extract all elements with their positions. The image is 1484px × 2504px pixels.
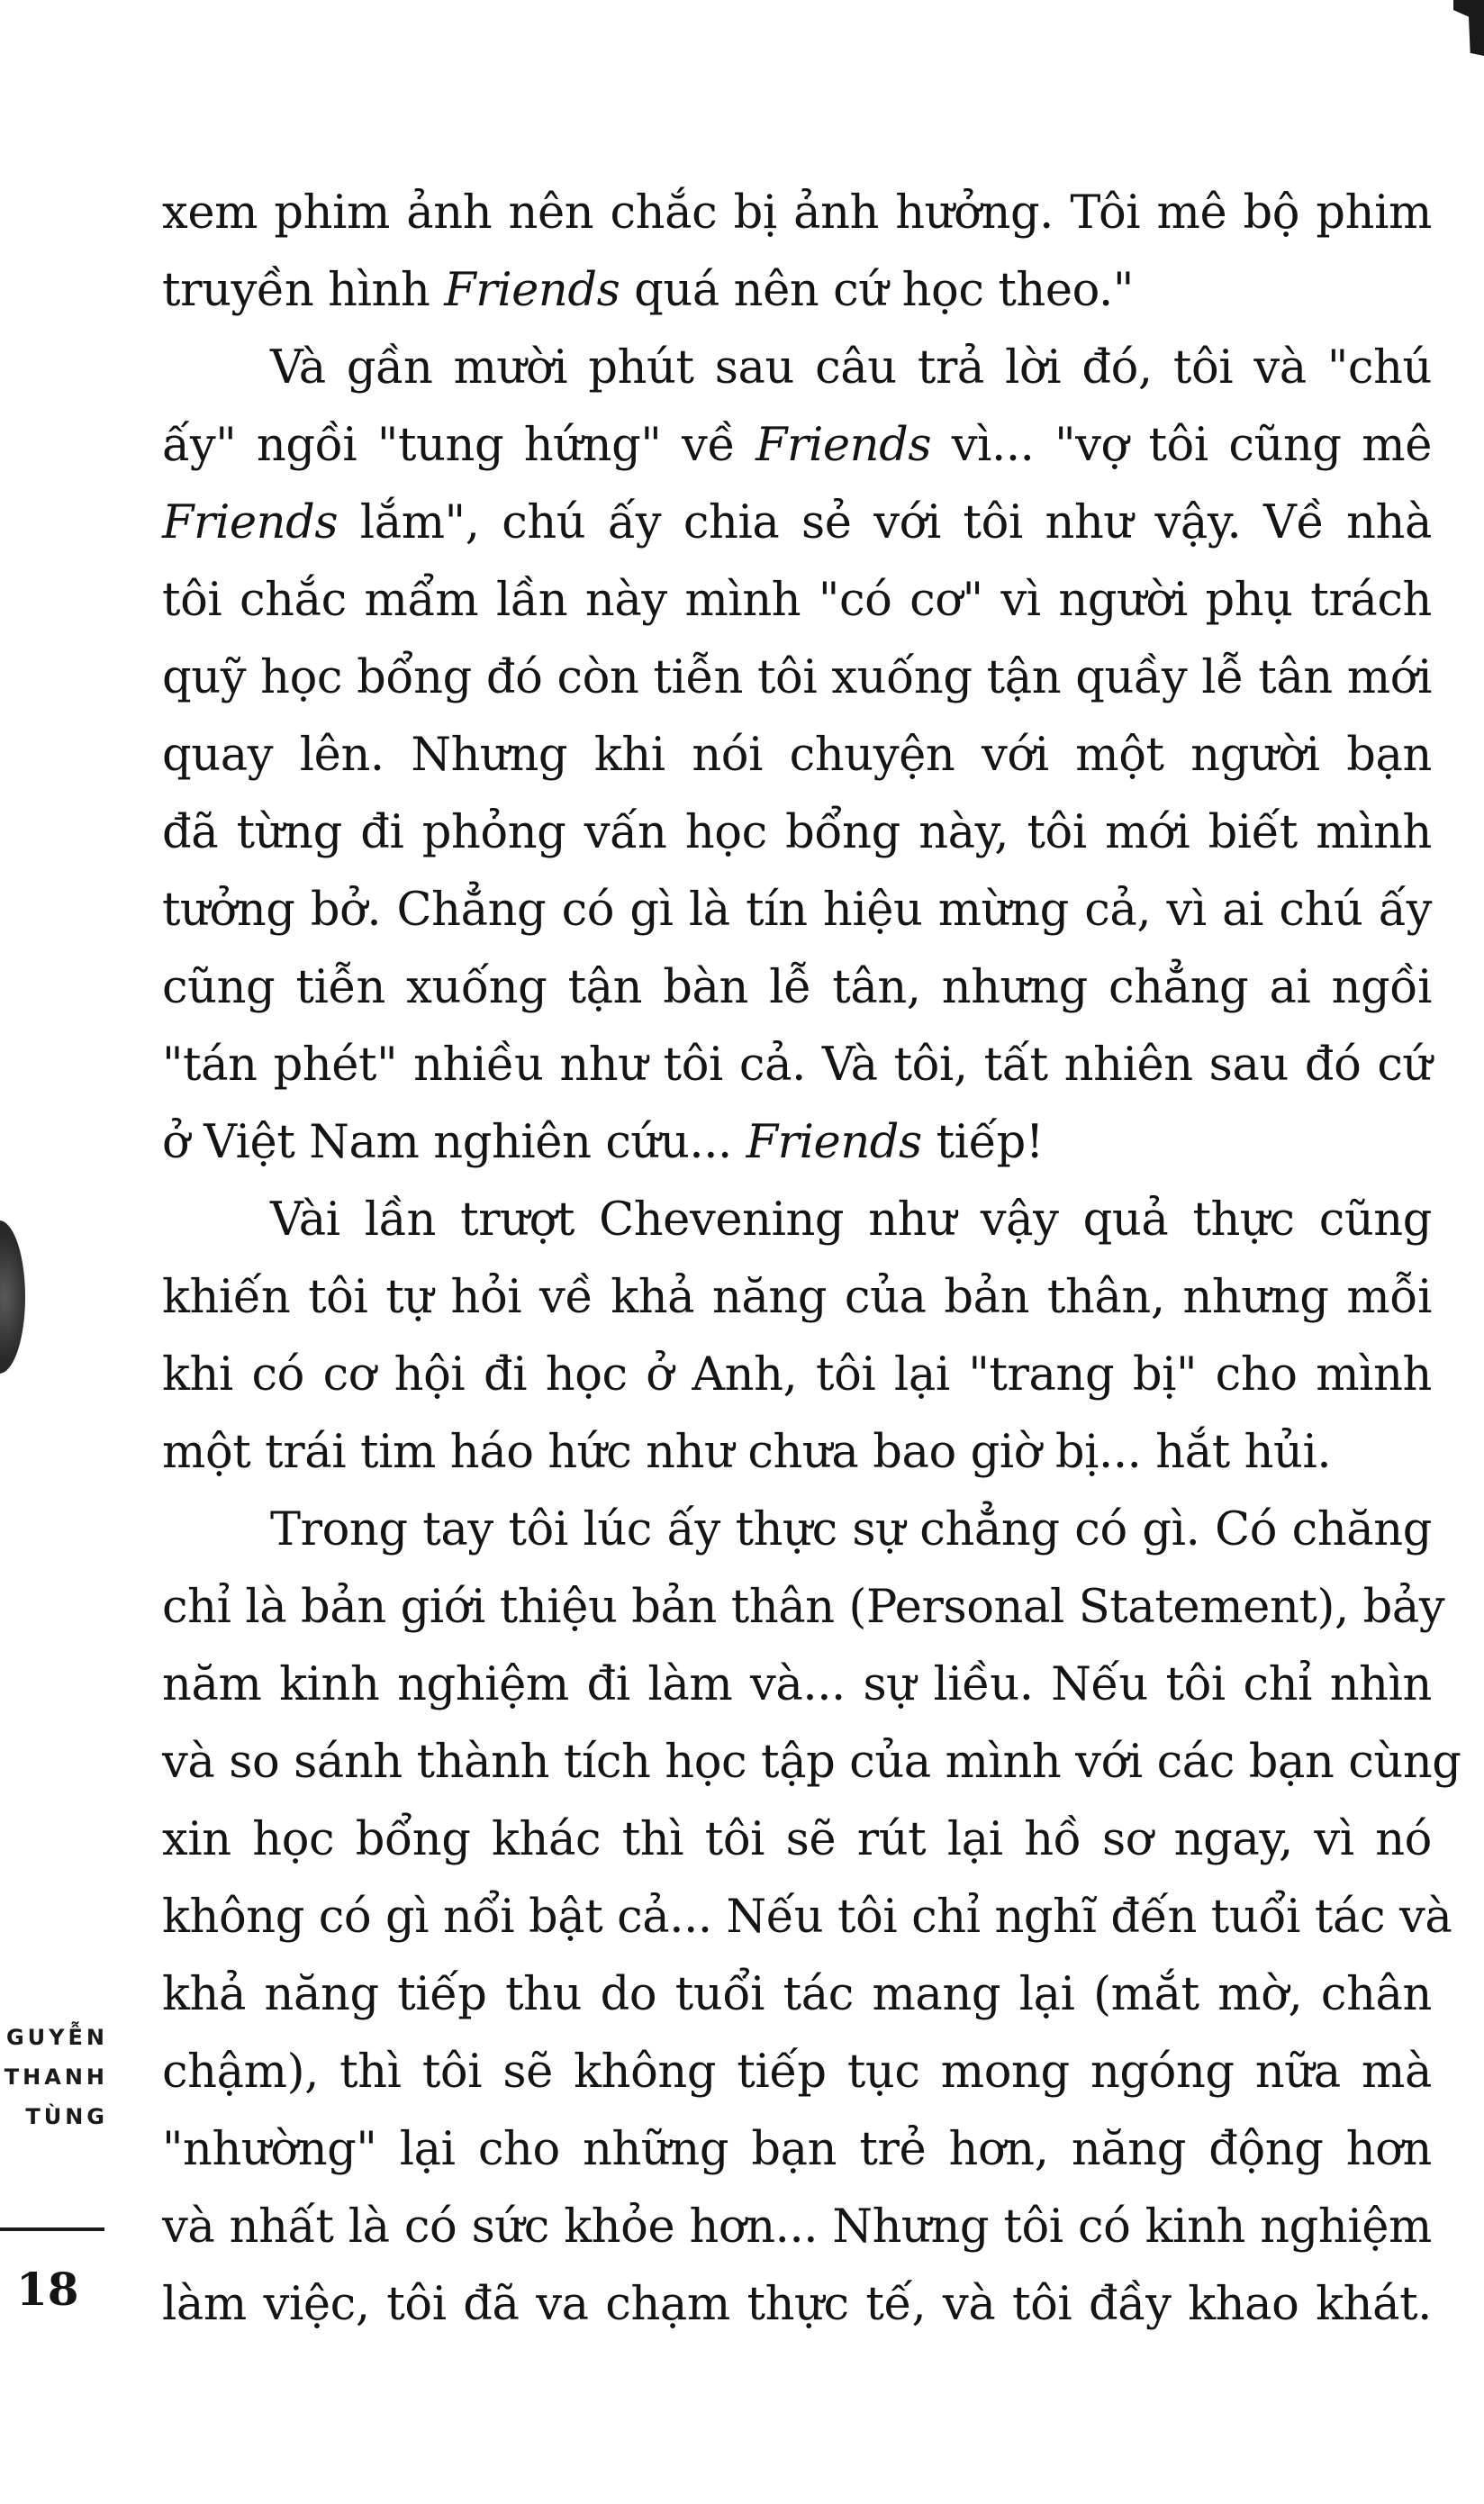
text-line: đã từng đi phỏng vấn học bổng này, tôi mới biết mình: [162, 806, 1432, 859]
text-line: Và gần mười phút sau câu trả lời đó, tôi và "chú: [270, 341, 1432, 395]
text-line: tưởng bở. Chẳng có gì là tín hiệu mừng cả, vì ai chú ấy: [162, 884, 1432, 937]
italic-title: Friends: [746, 1116, 922, 1169]
text-line: không có gì nổi bật cả... Nếu tôi chỉ nghĩ đến tuổi tác và: [162, 1891, 1452, 1944]
text-run: lắm", chú ấy chia sẻ với tôi như vậy. Về nhà: [338, 496, 1432, 549]
author-line-2: THANH: [4, 2064, 108, 2090]
text-line: xem phim ảnh nên chắc bị ảnh hưởng. Tôi mê bộ phim: [162, 186, 1432, 240]
text-line: khi có cơ hội đi học ở Anh, tôi lại "trang bị" cho mình: [162, 1348, 1432, 1402]
text-line: Trong tay tôi lúc ấy thực sự chẳng có gì. Có chăng: [270, 1503, 1432, 1556]
italic-title: Friends: [444, 264, 620, 317]
page-number: 18: [16, 2263, 79, 2316]
text-line: cũng tiễn xuống tận bàn lễ tân, nhưng chẳng ai ngồi: [162, 961, 1432, 1014]
author-line-3: TÙNG: [25, 2104, 108, 2129]
text-line: chỉ là bản giới thiệu bản thân (Personal Statement), bảy: [162, 1581, 1445, 1634]
italic-title: Friends: [756, 419, 932, 472]
text-line: quay lên. Nhưng khi nói chuyện với một người bạn: [162, 729, 1432, 782]
text-line: khiến tôi tự hỏi về khả năng của bản thân, nhưng mỗi: [162, 1271, 1432, 1324]
text-line: [162, 252, 1432, 330]
text-run: ấy" ngồi "tung hứng" về: [162, 419, 756, 472]
text-line: và so sánh thành tích học tập của mình với các bạn cùng: [162, 1736, 1461, 1789]
text-line: và nhất là có sức khỏe hơn... Nhưng tôi có kinh nghiệm: [162, 2200, 1432, 2254]
body-text: [162, 175, 1461, 2344]
text-line: quỹ học bổng đó còn tiễn tôi xuống tận quầy lễ tân mới: [162, 651, 1432, 704]
text-line: [162, 1104, 1432, 1182]
text-line: khả năng tiếp thu do tuổi tác mang lại (mắt mờ, chân: [162, 1968, 1432, 2021]
italic-title: Friends: [162, 496, 339, 549]
text-line: "nhường" lại cho những bạn trẻ hơn, năng động hơn: [162, 2123, 1432, 2176]
text-line: làm việc, tôi đã va chạm thực tế, và tôi đầy khao khát.: [162, 2278, 1432, 2331]
text-line: [162, 407, 1432, 485]
author-line-1: GUYỄN: [5, 2025, 108, 2050]
text-line: "tán phét" nhiều như tôi cả. Và tôi, tất nhiên sau đó cứ: [162, 1039, 1432, 1092]
margin-rule: [0, 2227, 104, 2231]
text-run: ở Việt Nam nghiên cứu...: [162, 1116, 747, 1169]
text-line: năm kinh nghiệm đi làm và... sự liều. Nếu tôi chỉ nhìn: [162, 1658, 1432, 1711]
text-run: quá nên cứ học theo.": [620, 264, 1134, 317]
page-corner-mark: [1453, 0, 1484, 56]
text-line: xin học bổng khác thì tôi sẽ rút lại hồ sơ ngay, vì nó: [162, 1813, 1432, 1866]
text-line: Vài lần trượt Chevening như vậy quả thực cũng: [270, 1193, 1432, 1247]
text-line: [162, 485, 1432, 562]
running-author-name: [0, 2018, 108, 2137]
text-run: tiếp!: [921, 1116, 1044, 1169]
text-run: vì... "vợ tôi cũng mê: [931, 419, 1432, 472]
text-run: truyền hình: [162, 264, 445, 317]
text-line: tôi chắc mẩm lần này mình "có cơ" vì người phụ trách: [162, 574, 1432, 627]
margin-blot: [0, 1220, 25, 1374]
text-line: chậm), thì tôi sẽ không tiếp tục mong ngóng nữa mà: [162, 2046, 1432, 2099]
text-line: một trái tim háo hức như chưa bao giờ bị... hắt hủi.: [162, 1426, 1332, 1479]
